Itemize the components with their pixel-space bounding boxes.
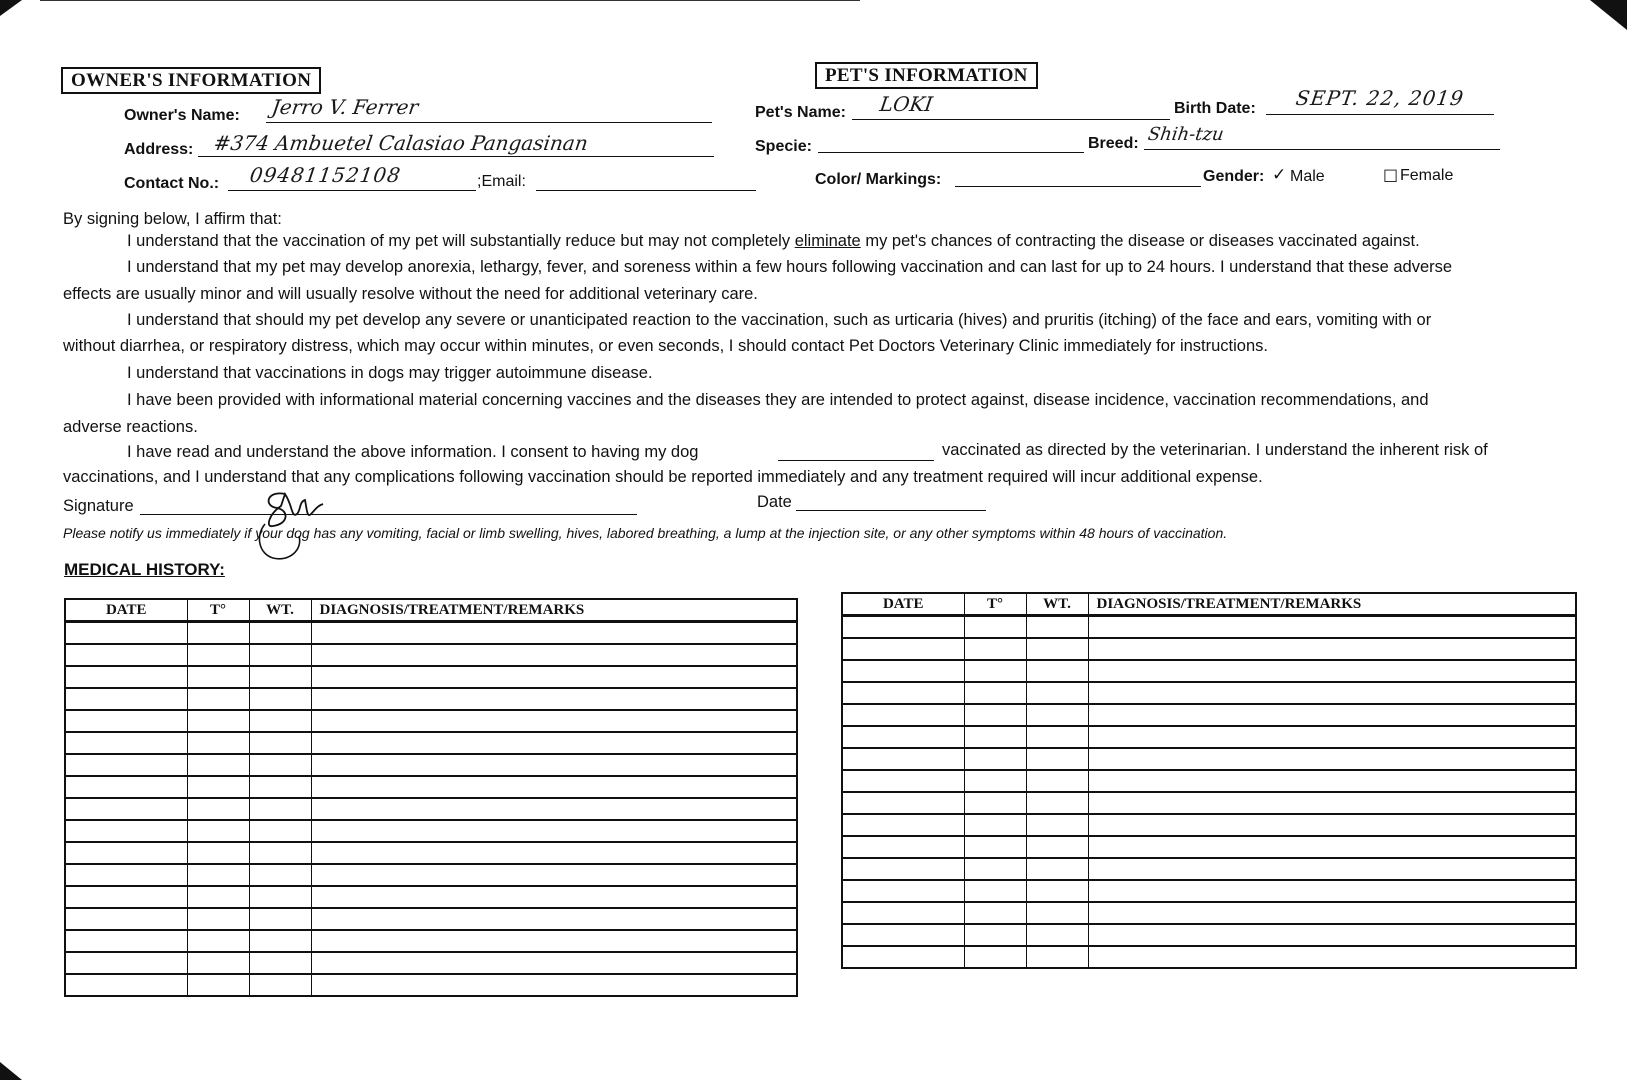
table-row: [65, 732, 797, 754]
gender-label: Gender:: [1203, 168, 1265, 185]
cell-date[interactable]: [65, 842, 187, 864]
table-row: [65, 622, 797, 645]
cell-temperature[interactable]: [964, 704, 1026, 726]
cell-temperature[interactable]: [187, 622, 249, 645]
cell-temperature[interactable]: [964, 770, 1026, 792]
cell-diagnosis[interactable]: [311, 820, 797, 842]
cell-diagnosis[interactable]: [311, 864, 797, 886]
table-row: [842, 770, 1576, 792]
cell-weight[interactable]: [249, 974, 311, 996]
cell-date[interactable]: [842, 946, 964, 968]
medical-history-title: MEDICAL HISTORY:: [64, 560, 225, 579]
consent-intro: By signing below, I affirm that:: [63, 210, 282, 228]
owner-info-header: OWNER'S INFORMATION: [61, 67, 321, 94]
pet-name-label: Pet's Name:: [755, 104, 846, 121]
cell-weight[interactable]: [1026, 792, 1088, 814]
cell-date[interactable]: [842, 638, 964, 660]
consent-paragraph-1: [127, 232, 1420, 251]
cell-date[interactable]: [842, 704, 964, 726]
cell-weight[interactable]: [1026, 704, 1088, 726]
cell-date[interactable]: [842, 902, 964, 924]
cell-date[interactable]: [842, 924, 964, 946]
cell-weight[interactable]: [1026, 902, 1088, 924]
cell-temperature[interactable]: [964, 836, 1026, 858]
birth-date-field[interactable]: [1266, 114, 1494, 115]
cell-diagnosis[interactable]: [311, 776, 797, 798]
cell-date[interactable]: [842, 880, 964, 902]
cell-weight[interactable]: [249, 710, 311, 732]
cell-diagnosis[interactable]: [311, 952, 797, 974]
male-checkbox[interactable]: ✓: [1272, 165, 1287, 185]
cell-date[interactable]: [65, 644, 187, 666]
date-label: Date: [757, 493, 792, 511]
cell-temperature[interactable]: [187, 842, 249, 864]
cell-date[interactable]: [65, 710, 187, 732]
scan-corner-bottom-left: [0, 1050, 40, 1080]
cell-temperature[interactable]: [187, 974, 249, 996]
cell-date[interactable]: [842, 726, 964, 748]
col-date: DATE: [842, 593, 964, 616]
cell-date[interactable]: [65, 974, 187, 996]
cell-diagnosis[interactable]: [1088, 638, 1576, 660]
cell-diagnosis[interactable]: [311, 798, 797, 820]
cell-diagnosis[interactable]: [311, 886, 797, 908]
dog-name-blank[interactable]: [778, 460, 934, 461]
cell-temperature[interactable]: [187, 688, 249, 710]
cell-temperature[interactable]: [187, 820, 249, 842]
cell-weight[interactable]: [1026, 836, 1088, 858]
cell-diagnosis[interactable]: [1088, 902, 1576, 924]
consent-p1-before: I understand that the vaccination of my pet will substantially reduce but may not completely: [127, 232, 795, 250]
cell-diagnosis[interactable]: [311, 710, 797, 732]
consent-paragraph-3-line-2: without diarrhea, or respiratory distress, which may occur within minutes, or even seconds, I should contact Pet Doctors Veterinary Clinic immediately for instructions.: [63, 337, 1268, 355]
contact-field[interactable]: [228, 190, 476, 191]
cell-date[interactable]: [65, 886, 187, 908]
cell-date[interactable]: [65, 622, 187, 645]
table-row: [842, 814, 1576, 836]
cell-diagnosis[interactable]: [1088, 880, 1576, 902]
cell-weight[interactable]: [249, 666, 311, 688]
cell-date[interactable]: [842, 836, 964, 858]
pet-name-value: LOKI: [878, 92, 935, 116]
consent-paragraph-2-line-1: I understand that my pet may develop anorexia, lethargy, fever, and soreness within a few hours following vaccination and can last for up to 24 hours. I understand that these adverse: [127, 258, 1453, 276]
col-weight: WT.: [249, 599, 311, 622]
cell-weight[interactable]: [249, 886, 311, 908]
table-row: [65, 820, 797, 842]
table-row: [65, 842, 797, 864]
table-row: [65, 864, 797, 886]
table-row: [65, 952, 797, 974]
cell-date[interactable]: [65, 930, 187, 952]
table-row: [842, 858, 1576, 880]
table-row: [65, 798, 797, 820]
contact-label: Contact No.:: [124, 175, 220, 192]
cell-weight[interactable]: [1026, 946, 1088, 968]
cell-temperature[interactable]: [964, 682, 1026, 704]
cell-temperature[interactable]: [964, 660, 1026, 682]
contact-value: 09481152108: [248, 163, 403, 187]
table-row: [842, 726, 1576, 748]
birth-date-value: SEPT. 22, 2019: [1294, 86, 1466, 110]
consent-paragraph-2-line-2: effects are usually minor and will usually resolve without the need for additional veterinary care.: [63, 285, 758, 303]
cell-weight[interactable]: [249, 688, 311, 710]
cell-temperature[interactable]: [187, 908, 249, 930]
cell-weight[interactable]: [249, 732, 311, 754]
cell-temperature[interactable]: [964, 924, 1026, 946]
cell-date[interactable]: [65, 666, 187, 688]
cell-weight[interactable]: [1026, 616, 1088, 639]
cell-diagnosis[interactable]: [1088, 858, 1576, 880]
signature-field[interactable]: [140, 514, 637, 515]
cell-temperature[interactable]: [187, 886, 249, 908]
cell-diagnosis[interactable]: [311, 688, 797, 710]
consent-p1-after: my pet's chances of contracting the disease or diseases vaccinated against.: [860, 232, 1420, 250]
cell-weight[interactable]: [249, 798, 311, 820]
cell-temperature[interactable]: [964, 902, 1026, 924]
table-row: [842, 880, 1576, 902]
consent-paragraph-4: I understand that vaccinations in dogs may trigger autoimmune disease.: [127, 364, 653, 382]
medical-history-table-right: [841, 592, 1577, 969]
cell-date[interactable]: [842, 682, 964, 704]
cell-diagnosis[interactable]: [1088, 770, 1576, 792]
cell-temperature[interactable]: [187, 666, 249, 688]
cell-diagnosis[interactable]: [311, 974, 797, 996]
table-row: [842, 682, 1576, 704]
col-diagnosis: DIAGNOSIS/TREATMENT/REMARKS: [1088, 593, 1576, 616]
table-row: [65, 908, 797, 930]
cell-date[interactable]: [842, 770, 964, 792]
cell-date[interactable]: [842, 616, 964, 639]
cell-diagnosis[interactable]: [1088, 836, 1576, 858]
color-markings-label: Color/ Markings:: [815, 171, 942, 188]
cell-diagnosis[interactable]: [311, 842, 797, 864]
cell-diagnosis[interactable]: [1088, 616, 1576, 639]
cell-weight[interactable]: [249, 842, 311, 864]
cell-weight[interactable]: [1026, 638, 1088, 660]
cell-diagnosis[interactable]: [311, 622, 797, 645]
cell-weight[interactable]: [249, 820, 311, 842]
cell-weight[interactable]: [1026, 682, 1088, 704]
cell-diagnosis[interactable]: [1088, 660, 1576, 682]
breed-label: Breed:: [1088, 135, 1139, 152]
table-row: [65, 886, 797, 908]
cell-date[interactable]: [65, 732, 187, 754]
cell-temperature[interactable]: [187, 776, 249, 798]
breed-value: Shih-tzu: [1146, 124, 1226, 145]
cell-temperature[interactable]: [964, 638, 1026, 660]
cell-weight[interactable]: [249, 754, 311, 776]
address-label: Address:: [124, 141, 194, 158]
col-diagnosis: DIAGNOSIS/TREATMENT/REMARKS: [311, 599, 797, 622]
cell-weight[interactable]: [249, 952, 311, 974]
cell-diagnosis[interactable]: [1088, 814, 1576, 836]
cell-temperature[interactable]: [187, 732, 249, 754]
cell-diagnosis[interactable]: [311, 644, 797, 666]
cell-weight[interactable]: [1026, 748, 1088, 770]
address-field[interactable]: [198, 156, 714, 157]
cell-date[interactable]: [842, 858, 964, 880]
owner-name-value: Jerro V. Ferrer: [270, 95, 420, 119]
consent-paragraph-5-line-1: I have been provided with informational material concerning vaccines and the diseases they are intended to protect against, disease incidence, vaccination recommendations, and: [127, 391, 1429, 409]
consent-paragraph-5-line-2: adverse reactions.: [63, 418, 198, 436]
cell-temperature[interactable]: [964, 814, 1026, 836]
cell-diagnosis[interactable]: [311, 754, 797, 776]
cell-temperature[interactable]: [187, 644, 249, 666]
owner-name-label: Owner's Name:: [124, 107, 240, 124]
breed-field[interactable]: [1144, 149, 1500, 150]
table-row: [65, 974, 797, 996]
cell-date[interactable]: [65, 688, 187, 710]
cell-diagnosis[interactable]: [1088, 792, 1576, 814]
email-label: ;Email:: [477, 173, 526, 190]
cell-date[interactable]: [842, 814, 964, 836]
cell-diagnosis[interactable]: [1088, 704, 1576, 726]
cell-temperature[interactable]: [187, 864, 249, 886]
col-weight: WT.: [1026, 593, 1088, 616]
top-scan-edge: [40, 0, 860, 1]
owner-name-field[interactable]: [266, 122, 712, 123]
pet-info-header: PET'S INFORMATION: [815, 62, 1038, 89]
cell-temperature[interactable]: [187, 798, 249, 820]
table-row: [842, 946, 1576, 968]
table-row: [65, 754, 797, 776]
cell-weight[interactable]: [249, 644, 311, 666]
cell-temperature[interactable]: [187, 710, 249, 732]
cell-date[interactable]: [65, 952, 187, 974]
table-row: [842, 638, 1576, 660]
cell-date[interactable]: [842, 792, 964, 814]
col-date: DATE: [65, 599, 187, 622]
cell-weight[interactable]: [1026, 726, 1088, 748]
cell-weight[interactable]: [1026, 660, 1088, 682]
cell-weight[interactable]: [1026, 880, 1088, 902]
consent-paragraph-6-line-2: vaccinations, and I understand that any complications following vaccination should be reported immediately and any treatment required will incur additional expense.: [63, 468, 1263, 486]
consent-p1-eliminate: eliminate: [794, 232, 861, 250]
cell-temperature[interactable]: [187, 754, 249, 776]
address-value: #374 Ambuetel Calasiao Pangasinan: [212, 131, 590, 155]
cell-weight[interactable]: [1026, 858, 1088, 880]
table-row: [842, 924, 1576, 946]
cell-weight[interactable]: [249, 622, 311, 645]
cell-temperature[interactable]: [964, 726, 1026, 748]
cell-temperature[interactable]: [964, 858, 1026, 880]
specie-label: Specie:: [755, 138, 812, 155]
cell-diagnosis[interactable]: [311, 930, 797, 952]
female-option-label: Female: [1400, 167, 1454, 184]
cell-date[interactable]: [65, 798, 187, 820]
table-row: [65, 666, 797, 688]
email-field[interactable]: [536, 190, 756, 191]
cell-date[interactable]: [842, 660, 964, 682]
cell-diagnosis[interactable]: [311, 732, 797, 754]
cell-date[interactable]: [65, 754, 187, 776]
table-row: [65, 688, 797, 710]
cell-date[interactable]: [65, 820, 187, 842]
consent-paragraph-6-part-a: I have read and understand the above information. I consent to having my dog: [127, 443, 699, 461]
signature-label: Signature: [63, 497, 134, 515]
cell-temperature[interactable]: [964, 616, 1026, 639]
table-row: [842, 704, 1576, 726]
cell-temperature[interactable]: [964, 946, 1026, 968]
cell-temperature[interactable]: [187, 952, 249, 974]
cell-diagnosis[interactable]: [1088, 748, 1576, 770]
table-row: [842, 748, 1576, 770]
cell-date[interactable]: [65, 908, 187, 930]
cell-weight[interactable]: [249, 776, 311, 798]
female-checkbox[interactable]: □: [1383, 165, 1399, 184]
cell-weight[interactable]: [1026, 924, 1088, 946]
cell-weight[interactable]: [1026, 770, 1088, 792]
cell-temperature[interactable]: [964, 880, 1026, 902]
table-row: [842, 792, 1576, 814]
table-row: [65, 644, 797, 666]
scan-corner-top-right: [1590, 0, 1627, 40]
medical-history-table-left: [64, 598, 798, 997]
cell-temperature[interactable]: [187, 930, 249, 952]
post-vaccination-notice: Please notify us immediately if your dog has any vomiting, facial or limb swelling, hives, labored breathing, a lump at the injection site, or any other symptoms within 48 hours of vaccination.: [63, 525, 1228, 541]
cell-weight[interactable]: [1026, 814, 1088, 836]
table-row: [842, 660, 1576, 682]
color-markings-field[interactable]: [955, 186, 1201, 187]
table-row: [65, 710, 797, 732]
cell-date[interactable]: [65, 864, 187, 886]
table-row: [65, 930, 797, 952]
table-row: [842, 902, 1576, 924]
male-option-label: Male: [1290, 168, 1325, 185]
table-row: [65, 776, 797, 798]
cell-diagnosis[interactable]: [1088, 924, 1576, 946]
cell-weight[interactable]: [249, 930, 311, 952]
table-row: [842, 616, 1576, 639]
cell-temperature[interactable]: [964, 748, 1026, 770]
consent-paragraph-3-line-1: I understand that should my pet develop any severe or unanticipated reaction to the vaccination, such as urticaria (hives) and pruritis (itching) of the face and ears, vomiting with or: [127, 311, 1432, 329]
cell-temperature[interactable]: [964, 792, 1026, 814]
col-temperature: T°: [964, 593, 1026, 616]
cell-weight[interactable]: [249, 908, 311, 930]
cell-diagnosis[interactable]: [311, 908, 797, 930]
scan-corner-top-left: [0, 0, 40, 30]
cell-date[interactable]: [842, 748, 964, 770]
pet-name-field[interactable]: [852, 119, 1170, 120]
cell-diagnosis[interactable]: [1088, 946, 1576, 968]
cell-date[interactable]: [65, 776, 187, 798]
consent-paragraph-6-part-b: vaccinated as directed by the veterinarian. I understand the inherent risk of: [942, 441, 1488, 459]
cell-diagnosis[interactable]: [311, 666, 797, 688]
col-temperature: T°: [187, 599, 249, 622]
cell-diagnosis[interactable]: [1088, 682, 1576, 704]
cell-diagnosis[interactable]: [1088, 726, 1576, 748]
specie-field[interactable]: [818, 152, 1084, 153]
cell-weight[interactable]: [249, 864, 311, 886]
birth-date-label: Birth Date:: [1174, 100, 1256, 117]
table-row: [842, 836, 1576, 858]
date-field[interactable]: [796, 510, 986, 511]
